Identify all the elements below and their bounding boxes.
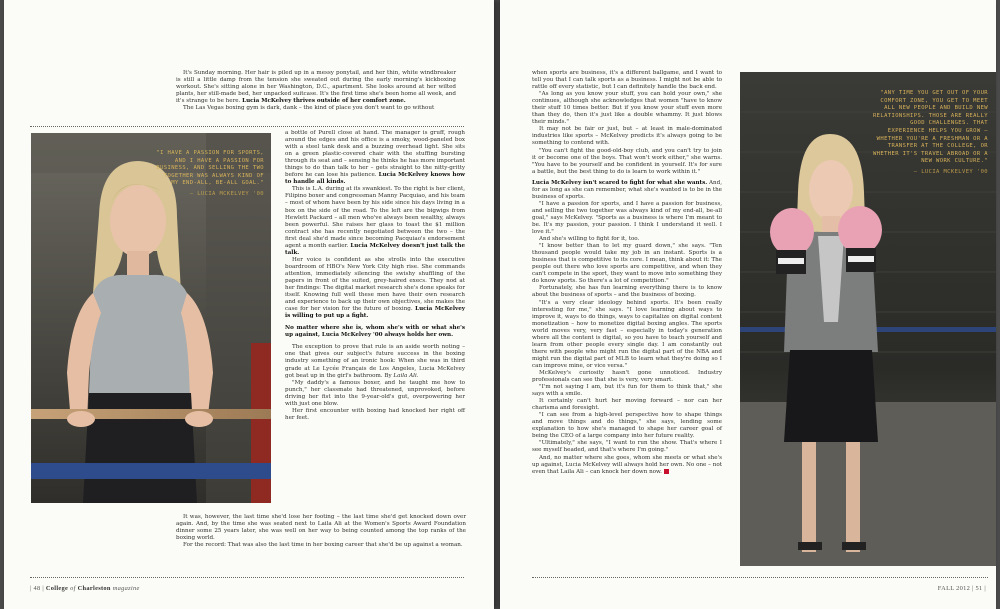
dotted-divider [30, 126, 464, 127]
end-mark-icon [664, 469, 669, 474]
paragraph: It was, however, the last time she'd lose her footing – the last time she'd get knocked down over again. And, by the time she was seated next to Laila Ali at the Women's Sports Award Foundation dinner some 25 years later, she was well on her way to being counted among the top ranks of the boxing world. [176, 514, 466, 542]
paragraph: "As long as you know your stuff, you can hold your own," she continues, although she acknowledges that women "have to know their stuff 10 times better. But if you know your stuff even more than they do, then it's just like a double whammy. It just blows their minds." [532, 91, 722, 126]
italic-name: Laila Ali. [393, 372, 419, 379]
bold-lede: Lucia McKelvey knows how to handle all kinds. [285, 172, 466, 186]
right-page [500, 0, 996, 609]
left-page [4, 0, 494, 609]
paragraph: "I'm not saying I am, but it's fun for them to think that," she says with a smile. [532, 384, 722, 398]
dotted-divider [532, 577, 988, 578]
pull-quote-attribution: – LUCIA MCKELVEY '00 [913, 168, 988, 175]
paragraph: Her voice is confident as she strolls into the executive boardroom of HBO's New York City high rise. She commands attention, immediately silencing the swishy shuffling of the papers in front of the suited, grey-haired execs. They nod at her findings: The digital market research she's done speaks for itself. Knowing full well these men have their own research and experience to back up their own objectives, she makes the case for her vision for the future of boxing. [285, 256, 465, 313]
paragraph: "I know better than to let my guard down," she says. "Ten thousand people would take my job in an instant. Sports is a business that is competitive to its core. I mean, think about it: The people out there who love sports are competitive, and when they can't compete in the sport, they want to move into something they do know sports. So there's a lot of competition." [532, 243, 722, 285]
paragraph: And, no matter where she goes, whom she meets or what she's up against, Lucia McKelvey will always hold her own. No one – not even that Laila Ali – can knock her down now. [532, 454, 722, 475]
paragraph: "I can see from a high-level perspective how to shape things and move things and do things," she says, lending some explanation to how she's managed to shape her career goal of being the CEO of a large company into her future reality. [532, 412, 722, 440]
paragraph: when sports are business, it's a different ballgame, and I want to tell you that I can talk sports as a business. I might not be able to rattle off every statistic, but I can definitely handle the back end. [532, 70, 722, 91]
paragraph: The exception to prove that rule is an aside worth noting – one that gives our subject's future success in the boxing industry something of an ironic hook: When she was in third grade at Le Lycée Français de Los Angeles, Lucia McKelvey got beat up in the girl's bathroom. By [285, 344, 465, 379]
paragraph: "You can't fight the good-old-boy club, and you can't try to join it or become one of the boys. That won't work either," she warns. "You have to be yourself and be confident in yourself. It's for sure a battle, but the best thing to do is learn to work within it." [532, 147, 722, 175]
pull-quote-right [870, 90, 988, 177]
bold-lede: Lucia McKelvey is willing to put up a fight. [285, 306, 466, 320]
pull-quote-text: "ANY TIME YOU GET OUT OF YOUR COMFORT ZONE, YOU GET TO MEET ALL NEW PEOPLE AND BUILD NEW RELATIONSHIPS. THOSE ARE REALLY GOOD CHALLENGES. THAT EXPERIENCE HELPS YOU GROW – WHETHER YOU'RE A FRESHMAN OR A TRANSFER AT THE COLLEGE, OR WHETHER IT'S TRAVEL ABROAD OR A NEW WORK CULTURE." [872, 90, 988, 165]
paragraph: For the record: That was also the last time in her boxing career that she'd be up against a woman. [183, 542, 463, 549]
magazine-name-of: of [70, 585, 76, 592]
page-number: | 51 | [972, 585, 986, 592]
paragraph: McKelvey's curiosity hasn't gone unnoticed. Industry professionals can see that she is very, very smart. [532, 369, 722, 384]
bold-lede: Lucia McKelvey isn't scared to fight for what she wants. [532, 179, 708, 186]
paragraph: And, for as long as she can remember, what she's wanted is to be in the business of sports. [532, 179, 723, 200]
pull-quote-attribution: – LUCIA MCKELVEY '00 [189, 190, 264, 197]
page-number: | 48 | [30, 585, 44, 592]
paragraph: Fortunately, she has fun learning everything there is to know about the business of sports – and the business of boxing. [532, 285, 722, 299]
folio-left [30, 585, 140, 592]
paragraph: It certainly can't hurt her moving forward – nor can her charisma and foresight. [532, 398, 722, 412]
paragraph: "It's a very clear ideology behind sports. It's been really interesting for me," she says. "I love learning about ways to improve it, ways to do things, ways to capitalize on digital content monetization – how to monetize digital boxing angles. The sports world moves very, very fast – especially in today's generation where all the content is digital, so you have to teach yourself and learn from other people every single day. I am constantly out there with people who might run the digital part of the NBA and might run the digital part of MLB to learn what they're doing so I can improve mine, or vice versa." [532, 299, 722, 369]
paragraph: Her first encounter with boxing had knocked her right off her feet. [285, 407, 465, 421]
magazine-city: Charleston [77, 585, 111, 592]
bold-lede: Lucia McKelvey thrives outside of her comfort zone. [242, 98, 406, 105]
paragraph: "My daddy's a famous boxer, and he taught me how to punch," her classmate had threatened, unprovoked, before driving her fist into the 9-year-old's gut, overpowering her with just one blow. [285, 379, 465, 407]
magazine-word: magazine [112, 585, 140, 592]
dotted-divider [30, 577, 464, 578]
folio-right [938, 585, 986, 592]
paragraph: It's Sunday morning. Her hair is piled up in a messy ponytail, and her thin, white windbreaker is still a little damp from the tension she sweated out during the early morning's kickboxing workout. She's sitting alone in her Washington, D.C., apartment. She looks around at her wilted plants, her still-made bed, her unpacked suitcase. It's the first time she's been home all week, and it's strange to be here. [176, 70, 456, 105]
paragraph: This is L.A. during at its swankiest. To the right is her client, Filipino boxer and congressman Manny Pacquiao, and his team – most of whom have been by his side since his days living in a box on the side of the road. To the left are the bigwigs from Hewlett Packard – all men who've always been wealthy, always been powerful. She raises her glass to toast the $1 million contract she has recently negotiated between the two – the first deal she'd made since becoming Pacquiao's endorsement agent a month earlier. [285, 186, 465, 249]
paragraph: It may not be fair or just, but – at least in male-dominated industries like sports – McKelvey predicts it's always going to be something to contend with. [532, 126, 722, 147]
paragraph: a bottle of Purell close at hand. The manager is gruff, rough around the edges and his office is a smoky, wood-paneled box with a steel tank desk and a buzzing overhead light. She sits on a green plastic-covered chair with the stuffing bursting through its seat and – sensing he thinks he has more important things to do than talk to her – gets straight to the nitty-gritty before he can lose his patience. [285, 130, 465, 179]
column-bottom [176, 514, 466, 549]
paragraph: And she's willing to fight for it, too. [539, 236, 640, 243]
paragraph: "Ultimately," she says, "I want to run the show. That's where I see myself headed, and that's where I'm going." [532, 440, 722, 454]
issue-date: FALL 2012 [937, 585, 971, 592]
column-right [285, 130, 465, 422]
pull-quote-left [154, 150, 264, 199]
magazine-name: College [45, 585, 69, 592]
paragraph: The Las Vegas boxing gym is dark, dank – the kind of place you don't want to go without [183, 105, 435, 112]
paragraph: "I have a passion for sports, and I have a passion for business, and selling the two together was always kind of my end-all, be-all goal," says McKelvey. "Sports as a business is where I'm meant to be. It's my passion, your passion. I think I understand it well. I love it." [532, 200, 722, 236]
bold-lede: Lucia McKelvey doesn't just talk the talk. [285, 242, 465, 256]
pull-quote-text: "I HAVE A PASSION FOR SPORTS, AND I HAVE A PASSION FOR BUSINESS, AND SELLING THE TWO TOGETHER WAS ALWAYS KIND OF MY END-ALL, BE-ALL GOAL." [156, 150, 264, 187]
column-text [532, 70, 722, 476]
bold-lede: No matter where she is, whom she's with or what she's up against, Lucia McKelvey '00 always holds her own. [285, 325, 465, 339]
column-top [176, 70, 456, 112]
